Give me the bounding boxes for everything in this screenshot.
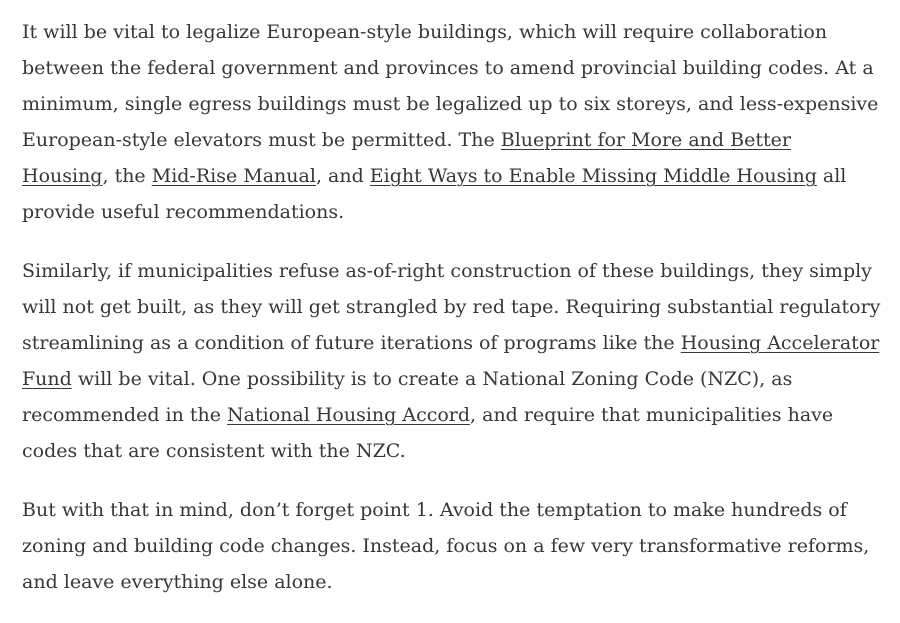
link-housing-accelerator-fund[interactable]: Housing Accelerator Fund (22, 332, 880, 390)
paragraph-point-1 (22, 492, 882, 600)
link-eight-ways-missing-middle-housing[interactable]: Eight Ways to Enable Missing Middle Housing (369, 165, 817, 187)
paragraph-text: But with that in mind, don’t forget point 1. Avoid the temptation to make hundreds of zoning and building code changes. Instead, focus on a few very transformative reforms, and leave everything else alone. (22, 499, 870, 593)
paragraph-text: Similarly, if municipalities refuse as-of-right construction of these buildings, they simply will not get built, as they will get strangled by red tape. Requiring substantial regulatory streamlining as a condition of future iterations of programs like the (22, 260, 881, 354)
paragraph-text: , the (102, 165, 152, 187)
paragraph-text: It will be vital to legalize European-style buildings, which will require collaboration between the federal government and provinces to amend provincial building codes. At a minimum, single egress buildings must be legalized up to six storeys, and less-expensive European-style elevators must be permitted. The (22, 21, 879, 151)
paragraph-text: , and require that municipalities have codes that are consistent with the NZC. (22, 404, 834, 462)
article-body (22, 14, 882, 623)
paragraph-building-codes (22, 14, 882, 230)
paragraph-text: , and (315, 165, 370, 187)
paragraph-municipalities (22, 253, 882, 469)
link-mid-rise-manual[interactable]: Mid-Rise Manual (151, 165, 316, 187)
paragraph-text: will be vital. One possibility is to create a National Zoning Code (NZC), as recommended in the (22, 368, 793, 426)
link-blueprint-for-more-and-better-housing[interactable]: Blueprint for More and Better Housing (22, 129, 791, 187)
link-national-housing-accord[interactable]: National Housing Accord (227, 404, 471, 426)
paragraph-text: all provide useful recommendations. (22, 165, 847, 223)
